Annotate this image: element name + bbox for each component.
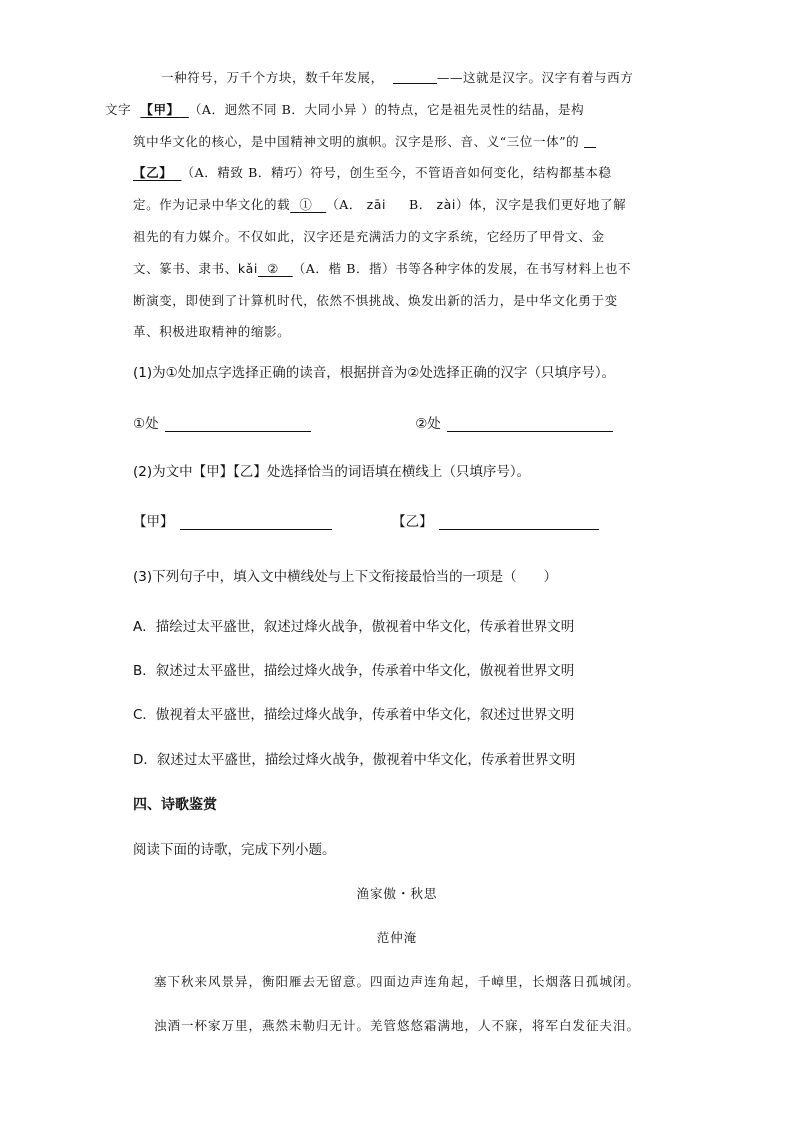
question-1 (133, 361, 615, 381)
answer-line-1[interactable] (165, 416, 311, 432)
question-3 (133, 565, 557, 585)
question-3-text: (3)下列句子中，填入文中横线处与上下文衔接最恰当的一项是（ ） (133, 569, 558, 585)
answer-label-yi: 【乙】 (392, 514, 433, 530)
poem-line-1: 塞下秋来风景异，衡阳雁去无留意。四面边声连角起，千嶂里，长烟落日孤城闭。 (153, 974, 640, 989)
option-b-text: B．叙述过太平盛世，描绘过烽火战争，传承着中华文化，傲视着世界文明 (133, 663, 575, 679)
answer-label-1: ①处 (133, 416, 159, 432)
pinyin-kai: kǎi (237, 260, 258, 276)
option-b[interactable] (133, 659, 574, 679)
option-d[interactable] (133, 748, 575, 768)
passage-text: 文、篆书、隶书、 (133, 260, 238, 276)
yi-marker: 【乙】 (133, 165, 173, 181)
passage-text: 定。作为记录中华文化的载 (133, 197, 291, 213)
option-c-text: C．傲视着太平盛世，描绘过烽火战争，传承着中华文化，叙述过世界文明 (133, 707, 575, 723)
pinyin-a: zāi (366, 197, 387, 213)
passage-text: （A．楷 B．揩）书等各种字体的发展，在书写材料上也不 (292, 260, 632, 276)
passage-text: 文字 (105, 101, 132, 117)
passage-paragraph (105, 62, 663, 348)
blank-1-marker: ① (299, 197, 313, 213)
question-2-text: (2)为文中【甲】【乙】处选择恰当的词语填在横线上（只填序号）。 (133, 464, 531, 480)
passage-text: （A． (326, 197, 363, 213)
instruction-text: 阅读下面的诗歌，完成下列小题。 (133, 842, 336, 858)
question-1-answers (133, 412, 613, 432)
passage-text: 断演变，即使到了计算机时代，依然不惧挑战、焕发出新的活力，是中华文化勇于变 (133, 292, 618, 308)
reading-passage (105, 62, 663, 348)
answer-label-jia: 【甲】 (133, 514, 174, 530)
poem-line-2: 浊酒一杯家万里，燕然未勒归无计。羌管悠悠霜满地，人不寐，将军白发征夫泪。 (153, 1018, 640, 1033)
answer-line-yi[interactable] (439, 514, 599, 530)
passage-text: （A．迥然不同 B．大同小异 ）的特点，它是祖先灵性的结晶，是构 (188, 101, 585, 117)
question-1-text: (1)为①处加点字选择正确的读音，根据拼音为②处选择正确的汉字（只填序号）。 (133, 365, 616, 381)
question-2 (133, 460, 530, 480)
passage-text: ）体，汉字是我们更好地了解 (455, 197, 627, 213)
yi-blank-lead (584, 133, 596, 148)
section-instruction (133, 838, 336, 858)
option-d-text: D．叙述过太平盛世，描绘过烽火战争，傲视着中华文化，传承着世界文明 (133, 752, 576, 768)
passage-text: 一种符号，万千个方块，数千年发展， (161, 70, 384, 85)
poem-author: 范仲淹 (376, 930, 418, 945)
passage-text: ——这就是汉字。汉字有着与西方 (436, 70, 634, 85)
intro-blank[interactable] (393, 69, 437, 84)
section-heading: 四、诗歌鉴赏 (133, 797, 217, 813)
answer-label-2: ②处 (415, 416, 441, 432)
answer-line-jia[interactable] (180, 514, 332, 530)
passage-text: 革、积极进取精神的缩影。 (133, 324, 291, 340)
question-2-answers (133, 510, 599, 530)
passage-text: （A．精致 B．精巧）符号，创生至今，不管语音如何变化，结构都基本稳 (181, 165, 612, 181)
pinyin-b: zài (436, 197, 456, 213)
poem-title: 渔家傲・秋思 (356, 886, 438, 901)
answer-line-2[interactable] (447, 416, 613, 432)
passage-text: 祖先的有力媒介。不仅如此，汉字还是充满活力的文字系统，它经历了甲骨文、金 (133, 228, 605, 244)
blank-2-marker: ② (267, 260, 279, 276)
option-a-text: A．描绘过太平盛世，叙述过烽火战争，傲视着中华文化，传承着世界文明 (133, 619, 575, 635)
passage-text: B． (408, 197, 432, 213)
option-a[interactable] (133, 615, 574, 635)
jia-marker: 【甲】 (140, 101, 180, 117)
passage-text: 筑中华文化的核心，是中国精神文明的旗帜。汉字是形、音、义“三位一体”的 (133, 133, 580, 149)
option-c[interactable] (133, 703, 574, 723)
